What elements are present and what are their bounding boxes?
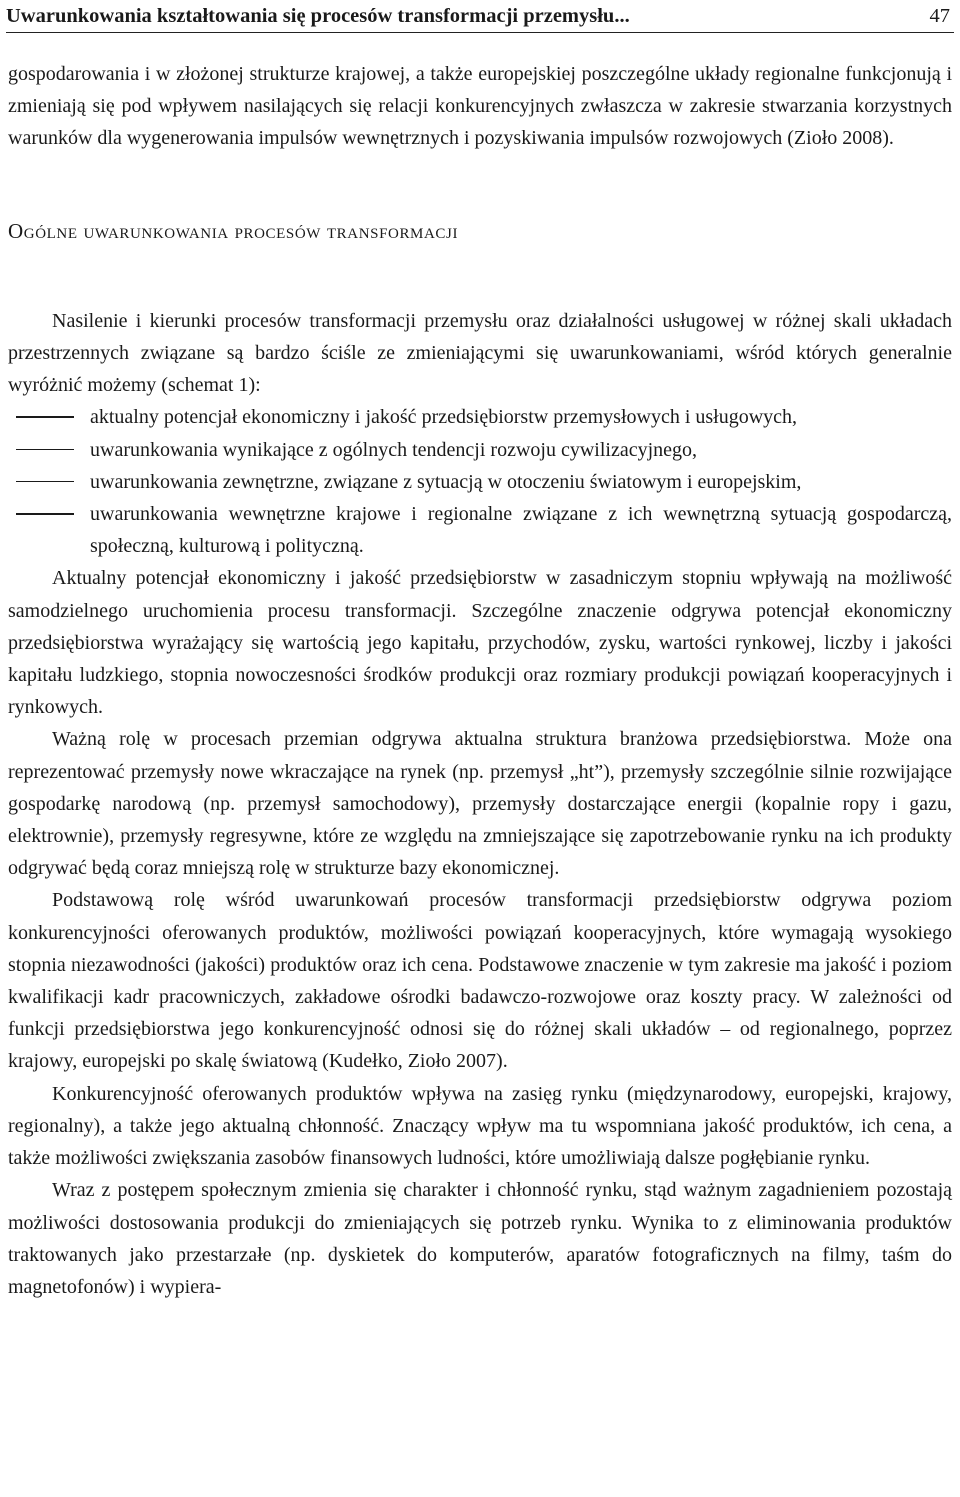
page-body [8,58,952,1303]
paragraph-6: Wraz z postępem społecznym zmienia się charakter i chłonność rynku, stąd ważnym zagadnieniem pozostają możliwości dostosowania produkcji do zmieniających się potrzeb rynku. Wynika to z eliminowania produktów traktowanych jako przestarzałe (np. dyskietek do komputerów, aparatów fotograficznych na filmy, taśm do magnetofonów) i wypiera- [8,1179,952,1298]
intro-paragraph: gospodarowania i w złożonej strukturze krajowej, a także europejskiej poszczególne układy regionalne funkcjonują i zmieniają się pod wpływem nasilających się relacji konkurencyjnych zwłaszcza w zakresie stwarzania korzystnych warunków dla wygenerowania impulsów wewnętrznych i pozyskiwania impulsów rozwojowych (Zioło 2008). [8,63,952,150]
list-item-text: uwarunkowania wynikające z ogólnych tendencji rozwoju cywilizacyjnego, [90,438,698,461]
running-title: Uwarunkowania kształtowania się procesów transformacji przemysłu... [6,4,630,27]
list-item-text: uwarunkowania wewnętrzne krajowe i regionalne związane z ich wewnętrzną sytuacją gospodarczą, społeczną, kulturową i polityczną. [90,503,952,558]
dash-bullet-icon [16,513,74,515]
list-item [8,434,952,466]
list-item [8,498,952,562]
list-item-text: uwarunkowania zewnętrzne, związane z sytuacją w otoczeniu światowym i europejskim, [90,470,802,493]
list-item-text: aktualny potencjał ekonomiczny i jakość przedsiębiorstw przemysłowych i usługowych, [90,406,798,429]
dash-bullet-icon [16,416,74,418]
running-header [6,0,954,33]
paragraph-1: Nasilenie i kierunki procesów transformacji przemysłu oraz działalności usługowej w różnej skali układach przestrzennych związane są bardzo ściśle ze zmieniającymi się uwarunkowaniami, wśród których generalnie wyróżnić możemy (schemat 1): [8,309,952,397]
paragraph-5: Konkurencyjność oferowanych produktów wpływa na zasięg rynku (międzynarodowy, europejski, krajowy, regionalny), a także jego aktualną chłonność. Znaczący wpływ ma tu wspomniana jakość produktów, ich cena, a także możliwości zwiększania zasobów finansowych ludności, które umożliwiają dalsze pogłębianie rynku. [8,1082,952,1170]
paragraph-2: Aktualny potencjał ekonomiczny i jakość przedsiębiorstw w zasadniczym stopniu wpływają na możliwość samodzielnego uruchomienia procesu transformacji. Szczególne znaczenie odgrywa potencjał ekonomiczny przedsiębiorstwa wyrażający się wartością jego kapitału, przychodów, zysku, wartości rynkowej, liczby i jakości kapitału ludzkiego, stopnia nowoczesności środków produkcji oraz rozmiary produkcji powiązań kooperacyjnych i rynkowych. [8,567,952,719]
paragraph-3: Ważną rolę w procesach przemian odgrywa aktualna struktura branżowa przedsiębiorstwa. Może ona reprezentować przemysły nowe wkraczające na rynek (np. przemysł „ht”), przemysły szczególnie silnie rozwijające gospodarkę narodową (np. przemysł samochodowy), przemysły dostarczające energii (kopalnie ropy i gazu, elektrownie), przemysły regresywne, które ze względu na zmniejszające się zapotrzebowanie rynku na ich produkty odgrywać będą coraz mniejszą rolę w strukturze bazy ekonomicznej. [8,728,952,880]
conditions-list [8,401,952,562]
page-number: 47 [929,4,950,27]
list-item [8,401,952,433]
dash-bullet-icon [16,481,74,483]
section-heading: Ogólne uwarunkowania procesów transformacji [8,218,459,243]
dash-bullet-icon [16,449,74,451]
list-item [8,466,952,498]
paragraph-4: Podstawową rolę wśród uwarunkowań procesów transformacji przedsiębiorstw odgrywa poziom konkurencyjności oferowanych produktów, możliwości powiązań kooperacyjnych, które wymagają wysokiego stopnia niezawodności (jakości) produktów oraz ich cena. Podstawowe znaczenie w tym zakresie ma jakość i poziom kwalifikacji kadr pracowniczych, zakładowe ośrodki badawczo-rozwojowe oraz koszty pracy. W zależności od funkcji przedsiębiorstwa jego konkurencyjność odnosi się do różnej skali układów – od regionalnego, poprzez krajowy, europejski po skalę światową (Kudełko, Zioło 2007). [8,889,952,1073]
